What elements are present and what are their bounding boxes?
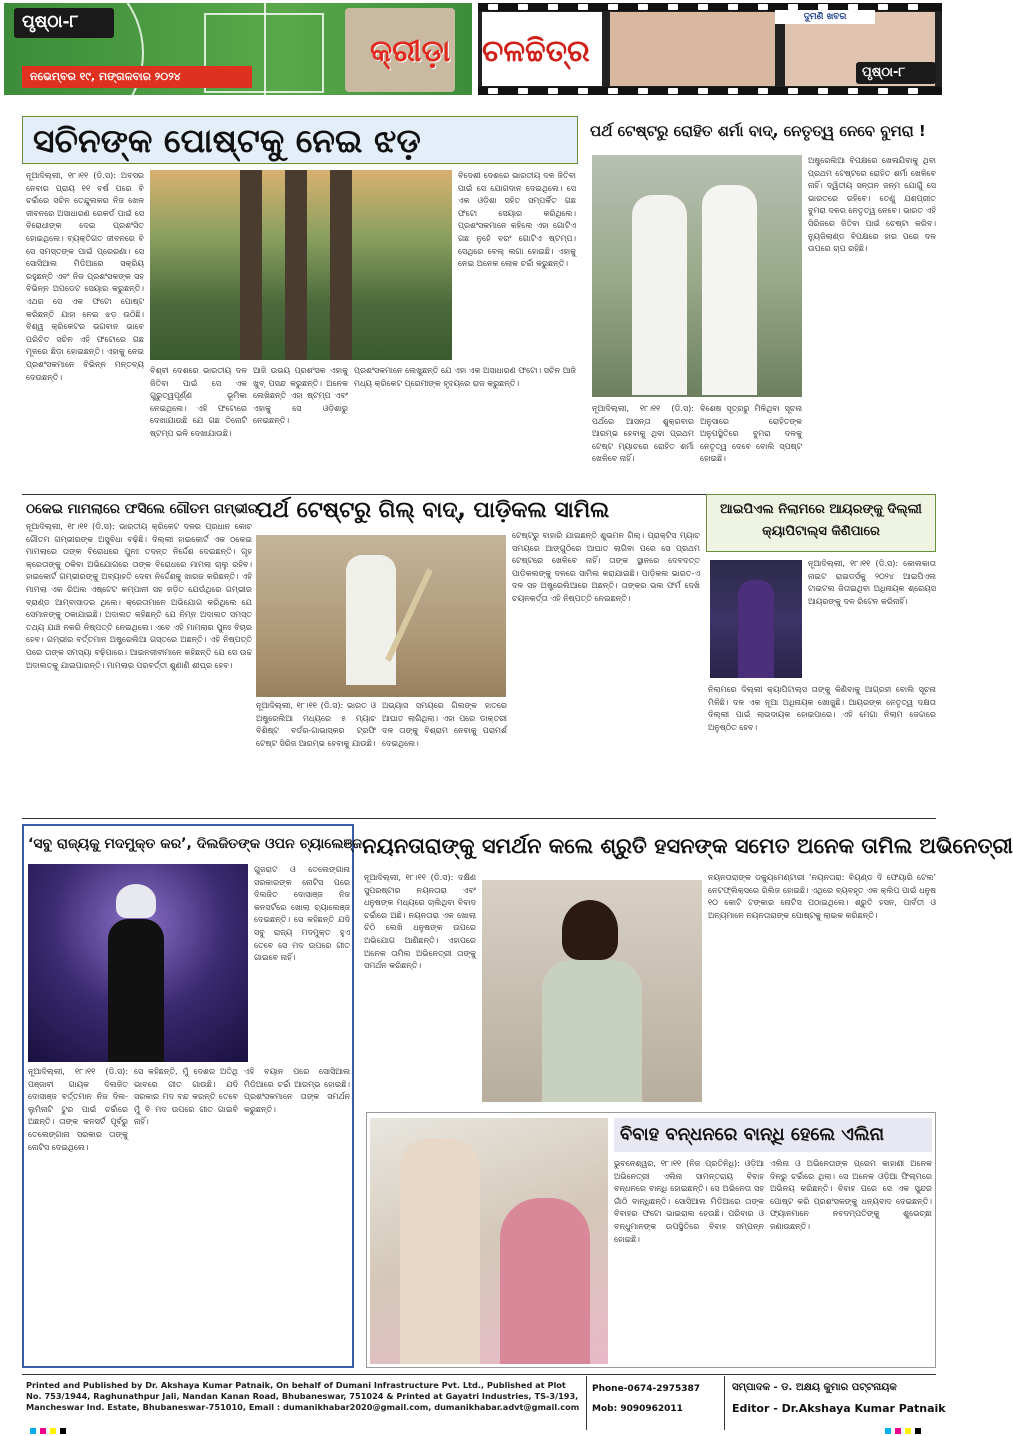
sachin-col-b2: ଆଜି ଉଭୟ ପ୍ରଶଂସକ ଏହାକୁ ଖୁବ୍ ପସନ୍ଦ କରୁଛନ୍ତି। ଅନେକ ଲେଖିଛନ୍ତି ଏହା ଷ୍ଟମ୍ପ ଏବଂ ଏହାକୁ ସେ ଓଡ଼ିଶାରୁ ନେଇଛନ୍ତି।: [253, 366, 348, 426]
elina-col-2: ଏଲିନା ଓ ଅଭିନେତାଙ୍କ ପ୍ରେମ କାହାଣୀ ଅନେକ ଦିନରୁ ଚର୍ଚ୍ଚାରେ ଥିଲା। ସେ ଅନେକ ଓଡ଼ିଆ ଫିଲ୍ମରେ ଅଭିନୟ କରିଛନ୍ତି। ବିବାହ ପରେ ସେ ଏକ ସୁନ୍ଦର ପୋଷ୍ଟ କରି ପ୍ରଶଂସକଙ୍କୁ ଧନ୍ୟବାଦ ଦେଇଛନ୍ତି। ଫ୍ୟାନମାନେ ନବଦମ୍ପତିଙ୍କୁ ଶୁଭେଚ୍ଛା ଜଣାଉଛନ୍ତି।: [770, 1159, 932, 1231]
nayanthara-col-2: ନୟନତାରାଙ୍କ ଡକ୍ୟୁମେଣ୍ଟାରୀ ‘ନୟନତାରା: ବିୟଣ୍ଡ ଦି ଫେୟାରି ଟେଲ’ ନେଟଫ୍ଲିକ୍ସରେ ରିଲିଜ ହୋଇଛି। ଏଥିରେ ବ୍ୟବହୃତ ଏକ କ୍ଲିପ ପାଇଁ ଧନୁଷ ୧୦ କୋଟି ଟଙ୍କାର ନୋଟିସ ପଠାଇଥିଲେ। ଶ୍ରୁତି ହସନ, ପାର୍ବତୀ ଓ ଅନ୍ୟମାନେ ନୟନତାରାଙ୍କ ପୋଷ୍ଟକୁ ଲାଇକ କରିଛନ୍ତି।: [708, 873, 936, 920]
diljit-photo: [28, 864, 248, 1062]
elina-headline: ବିବାହ ବନ୍ଧନରେ ବାନ୍ଧି ହେଲେ ଏଲିନା: [620, 1124, 885, 1145]
mobile-number: Mob: 9090962011: [592, 1404, 683, 1414]
nayanthara-photo: [482, 880, 702, 1102]
issue-date: ନଭେମ୍ବର ୧୯, ମଙ୍ଗଳବାର ୨୦୨୪: [22, 66, 252, 88]
page-number-right: ପୃଷ୍ଠା-୮: [856, 62, 936, 84]
gambhir-headline: ଠକେଇ ମାମଲାରେ ଫସିଲେ ଗୌତମ ଗମ୍ଭୀର: [26, 501, 259, 517]
print-mark: [905, 1428, 911, 1434]
sachin-photo: [150, 170, 452, 360]
rohit-headline: ପର୍ଥ ଟେଷ୍ଟରୁ ରୋହିତ ଶର୍ମା ବାଦ୍, ନେତୃତ୍ୱ ନେବେ ବୁମରା !: [590, 122, 926, 140]
gill-headline: ପର୍ଥ ଟେଷ୍ଟରୁ ଗିଲ୍ ବାଦ୍, ପାଡ଼ିକଲ ସାମିଲ: [256, 498, 610, 523]
gambhir-body: ନୂଆଦିଲ୍ଲୀ, ୧୮।୧୧ (ଡି.ସ): ଭାରତୀୟ କ୍ରିକେଟ ଦଳର ପ୍ରଧାନ କୋଚ ଗୌତମ ଗମ୍ଭୀରଙ୍କ ଅସୁବିଧା ବଢ଼ିଛି। ଦିଲ୍ଲୀ ହାଇକୋର୍ଟ ଏକ ଠକେଇ ମାମଲାରେ ତାଙ୍କ ବିରୋଧରେ ପୁନଃ ତଦନ୍ତ ନିର୍ଦ୍ଦେଶ ଦେଇଛନ୍ତି। ଗୃହ କ୍ରେତାଙ୍କୁ ଠକିବା ଅଭିଯୋଗରେ ତାଙ୍କ ବିରୋଧରେ ମାମଲା ଚାଲୁ ରହିବ। ହାଇକୋର୍ଟ ଗମ୍ଭୀରଙ୍କୁ ଅବ୍ୟାହତି ଦେବା ନିର୍ଦ୍ଦେଶକୁ ଖାରଜ କରିଛନ୍ତି। ଏହି ମାମଲା ଏକ ରିଅଲ ଏଷ୍ଟେଟ କମ୍ପାନୀ ସହ ଜଡ଼ିତ ଯେଉଁଥିରେ ଗମ୍ଭୀର ବ୍ରାଣ୍ଡ ଆମ୍ବାସାଡର ଥିଲେ। କ୍ରେତାମାନେ ଅଭିଯୋଗ କରିଥିଲେ ଯେ ସେମାନଙ୍କୁ ଠକାଯାଇଛି। ଅଦାଲତ କହିଛନ୍ତି ଯେ ନିମ୍ନ ଅଦାଲତ ସମସ୍ତ ତଥ୍ୟ ଯାଞ୍ଚ ନକରି ନିଷ୍ପତ୍ତି ନେଇଥିଲେ। ଏବେ ଏହି ମାମଲାର ପୁନଃ ବିଚାର ହେବ। ଗମ୍ଭୀର ବର୍ତ୍ତମାନ ଅଷ୍ଟ୍ରେଲିଆ ଗସ୍ତରେ ଅଛନ୍ତି। ଏହି ନିଷ୍ପତ୍ତି ପରେ ତାଙ୍କ ସମସ୍ୟା ବଢ଼ିପାରେ। ଆଇନଜୀବୀମାନେ କହିଛନ୍ତି ଯେ ସେ ଉଚ୍ଚ ଅଦାଲତକୁ ଯାଇପାରନ୍ତି। ମାମଲାର ପରବର୍ତ୍ତୀ ଶୁଣାଣି ଶୀଘ୍ର ହେବ।: [26, 522, 252, 670]
sachin-col-1: ନୂଆଦିଲ୍ଲୀ, ୧୮।୧୧ (ଡି.ସ): ଅବସର ନେବାର ପ୍ରାୟ ୧୧ ବର୍ଷ ପରେ ବି ଚର୍ଚ୍ଚାରେ ସଚିନ ତେନ୍ଦୁଲକର ନିଜ ଖେଳ ଜୀବନରେ ଅସାଧାରଣ ରେକର୍ଡ ପାଇଁ ସେ ବିରୋଧୀଙ୍କ ଦେଇ ପ୍ରଶଂସିତ ହୋଇଥିଲେ। ବ୍ୟକ୍ତିଗତ ଜୀବନରେ ବି ସେ ସମସ୍ତଙ୍କ ପାଇଁ ପ୍ରେରଣା। ସେ ସୋସିଆଲ ମିଡିଆରେ ସକ୍ରିୟ ରହୁଛନ୍ତି ଏବଂ ନିଜ ପ୍ରଶଂସକଙ୍କ ସହ ବିଭିନ୍ନ ଅପଡେଟ ସେୟାର କରୁଛନ୍ତି। ଏଥର ସେ ଏକ ଫଟୋ ପୋଷ୍ଟ କରିଛନ୍ତି ଯାହା ନେଇ ଝଡ଼ ଉଠିଛି। ବିଶ୍ୱ କ୍ରିକେଟର ଭଗବାନ ଭାବେ ପରିଚିତ ସଚିନ ଏହି ଫଟୋରେ ଗଛ ମୂଳରେ ଛିଡ଼ା ହୋଇଛନ୍ତି। ଏହାକୁ ନେଇ ପ୍ରଶଂସକମାନେ ବିଭିନ୍ନ ମନ୍ତବ୍ୟ ଦେଉଛନ୍ତି।: [26, 171, 144, 382]
sachin-col-b3: ପ୍ରଶଂସକମାନେ ଲେଖୁଛନ୍ତି ଯେ ଏହା ଏକ ଅସାଧାରଣ ଫଟୋ। ସଚିନ ଆଜି ମଧ୍ୟ କ୍ରିକେଟ ପ୍ରେମୀଙ୍କ ହୃଦୟରେ ରାଜ କରୁଛନ୍ତି।: [354, 366, 576, 388]
editor-odia: ସମ୍ପାଦକ - ଡ. ଅକ୍ଷୟ କୁମାର ପଟ୍ଟନାୟକ: [732, 1382, 897, 1393]
paper-logo: ଦୁମଣି ଖବର: [775, 10, 875, 24]
diljit-headline: ‘ସବୁ ରାଜ୍ୟକୁ ମଦମୁକ୍ତ କର’, ଦିଲଜିତଙ୍କ ଓପନ ଚ୍ୟାଲେଞ୍ଜ: [28, 836, 362, 852]
print-mark: [30, 1428, 36, 1434]
actress-photo-1: [610, 12, 775, 86]
print-mark: [895, 1428, 901, 1434]
section-title-cinema: ଚଳଚ୍ଚିତ୍ର: [482, 34, 590, 69]
diljit-col-b2: ସେ କହିଛନ୍ତି, ମୁଁ ଦେଶର ଅତିଥି ଭାବରେ ଗୀତ ଗାଉଛି। ଯଦି ସରକାର ମଦ ବନ୍ଦ କରନ୍ତି ତେବେ ମୁଁ ବି ମଦ ଉପରେ ଗୀତ ଗାଇବି ନାହିଁ।: [134, 1067, 238, 1127]
nayanthara-headline: ନୟନତାରାଙ୍କୁ ସମର୍ଥନ କଲେ ଶ୍ରୁତି ହସନଙ୍କ ସମେତ ଅନେକ ତାମିଲ ଅଭିନେତ୍ରୀ: [362, 834, 1013, 858]
diljit-col-b1: ନୂଆଦିଲ୍ଲୀ, ୧୮।୧୧ (ଡି.ସ): ପଞ୍ଜାବୀ ଗାୟକ ଦିଲଜିତ ଦୋସାଞ୍ଜ ବର୍ତ୍ତମାନ ନିଜ ଦିଲ-ଲୁମିନାଟି ଟୁର ପାଇଁ ଚର୍ଚ୍ଚାରେ ଅଛନ୍ତି। ତାଙ୍କ କନସର୍ଟ ପୂର୍ବରୁ ତେଲେଙ୍ଗାନା ସରକାର ତାଙ୍କୁ ନୋଟିସ ଦେଇଥିଲେ।: [28, 1067, 128, 1152]
iyer-photo: [710, 560, 802, 678]
iyer-headline: ଆଇପିଏଲ ନିଲାମରେ ଆୟରଙ୍କୁ ଦିଲ୍ଲୀ କ୍ୟାପିଟାଲ୍ସ କିଣିପାରେ: [720, 502, 922, 539]
rohit-col-b1: ନୂଆଦିଲ୍ଲୀ, ୧୮।୧୧ (ଡି.ସ): ପର୍ଥରେ ଆସନ୍ତା ଶୁକ୍ରବାର ଆରମ୍ଭ ହେବାକୁ ଥିବା ପ୍ରଥମ ଟେଷ୍ଟ ମ୍ୟାଚରେ ରୋହିତ ଶର୍ମା ଖେଳିବେ ନାହିଁ।: [592, 404, 694, 464]
sachin-col-b1: ବିଶ୍ବୀ ଦେଶରେ ଭାରତୀୟ ଦଳ ଜିତିବା ପାଇଁ ସେ ଏକ ଗୁରୁତ୍ୱପୂର୍ଣ୍ଣ ଭୂମିକା ନେଇଥିଲେ। ଏହି ଫଟୋରେ ଦେଖାଯାଉଛି ଯେ ଗଛ ତିନୋଟି ଷ୍ଟମ୍ପ ଭଳି ଦେଖାଯାଉଛି।: [150, 366, 247, 438]
gill-col-right: ଟେଷ୍ଟରୁ ବାହାରି ଯାଇଛନ୍ତି ଶୁଭମନ ଗିଲ୍। ପ୍ରାକ୍ଟିସ ମ୍ୟାଚ ସମୟରେ ଆଙ୍ଗୁଠିରେ ଆଘାତ ଲାଗିବା ପରେ ସେ ପ୍ରଥମ ଟେଷ୍ଟରେ ଖେଳିବେ ନାହିଁ। ତାଙ୍କ ସ୍ଥାନରେ ଦେବଦତ୍ତ ପାଡ଼ିକଲଙ୍କୁ ଦଳରେ ସାମିଲ କରାଯାଇଛି। ପାଡ଼ିକଲ ଭାରତ-ଏ ଦଳ ସହ ଅଷ୍ଟ୍ରେଲିଆରେ ଅଛନ୍ତି। ତାଙ୍କର ଭଲ ଫର୍ମ ଦେଖି ଚୟନକର୍ତ୍ତା ଏହି ନିଷ୍ପତ୍ତି ନେଇଛନ୍ତି।: [512, 531, 700, 603]
sachin-headline: ସଚିନଙ୍କ ପୋଷ୍ଟକୁ ନେଇ ଝଡ଼: [33, 121, 421, 160]
sachin-col-3: ବିଦେଶୀ ଦେଶରେ ଭାରତୀୟ ଦଳ ଜିତିବା ପାଇଁ ସେ ଯୋଗଦାନ ଦେଇଥିଲେ। ସେ ଏକ ଓଡ଼ିଶା ସହିତ ସମ୍ପର୍କିତ ଗଛ ଫଟୋ ସେୟାର କରିଥିଲେ। ପ୍ରଶଂସକମାନେ କହିଲେ ଏହା ଗୋଟିଏ ଗଛ ନୁହେଁ ବରଂ ଗୋଟିଏ ଷ୍ଟମ୍ପ। ସେଥିରେ ବେଲ୍ ଲଗା ହୋଇଛି। ଏହାକୁ ନେଇ ଅନେକ ଲୋକ ଚର୍ଚ୍ଚା କରୁଛନ୍ତି।: [458, 171, 576, 269]
print-mark: [40, 1428, 46, 1434]
rohit-col-b2: ବିଶେଷ ସୂତ୍ରରୁ ମିଳିଥିବା ସୂଚନା ଅନୁସାରେ ରୋହିତଙ୍କ ଅନୁପସ୍ଥିତିରେ ବୁମରା ଦଳକୁ ନେତୃତ୍ୱ ଦେବେ ବୋଲି ସ୍ପଷ୍ଟ ହୋଇଛି।: [700, 404, 802, 464]
print-mark: [915, 1428, 921, 1434]
print-mark: [60, 1428, 66, 1434]
gill-photo: [256, 535, 506, 697]
iyer-col-1: ନୂଆଦିଲ୍ଲୀ, ୧୮।୧୧ (ଡି.ସ): କୋଲକାତା ନାଇଟ ରାଇଡର୍ସକୁ ୨୦୨୪ ଆଇପିଏଲ ଟାଇଟଲ ଜିତାଇଥିବା ଅଧିନାୟକ ଶ୍ରେୟସ ଆୟରଙ୍କୁ ଦଳ ରିଟେନ କରିନାହିଁ।: [808, 559, 936, 606]
print-mark: [885, 1428, 891, 1434]
rohit-col-right: ଅଷ୍ଟ୍ରେଲିଆ ବିପକ୍ଷରେ ଖେଳାଯିବାକୁ ଥିବା ପ୍ରଥମ ଟେଷ୍ଟରେ ରୋହିତ ଶର୍ମା ଖେଳିବେ ନାହିଁ। ଦ୍ୱିତୀୟ ସନ୍ତାନ ଜନ୍ମ ଯୋଗୁଁ ସେ ଭାରତରେ ରହିବେ। ତେଣୁ ଯଶପ୍ରୀତ ବୁମରା ଦଳର ନେତୃତ୍ୱ ନେବେ। ଭାରତ ଏହି ସିରିଜରେ ଜିତିବା ପାଇଁ ଚେଷ୍ଟା କରିବ। ନ୍ୟୁଜିଲାଣ୍ଡ ବିପକ୍ଷରେ ହାର ପରେ ଦଳ ଉପରେ ଚାପ ରହିଛି।: [808, 156, 936, 254]
section-title-sports: କ୍ରୀଡ଼ା: [370, 34, 451, 69]
iyer-col-2: ନିଲାମରେ ଦିଲ୍ଲୀ କ୍ୟାପିଟାଲ୍ସ ତାଙ୍କୁ କିଣିବାକୁ ଆଗ୍ରହୀ ବୋଲି ସୂଚନା ମିଳିଛି। ଦଳ ଏକ ନୂଆ ଅଧିନାୟକ ଖୋଜୁଛି। ଆୟରଙ୍କ ନେତୃତ୍ୱ ଦକ୍ଷତା ଦିଲ୍ଲୀ ପାଇଁ ଲାଭଦାୟକ ହୋଇପାରେ। ଏହି ମେଗା ନିଲାମ ଜେଦ୍ଦାରେ ଅନୁଷ୍ଠିତ ହେବ।: [708, 685, 936, 732]
imprint: Printed and Published by Dr. Akshaya Kumar Patnaik, On behalf of Dumani Infrastructure Pvt. Ltd., Published at Plot No. 753/1944, Raghunathpur Jali, Nandan Kanan Road, Bhubaneswar, 751024 & Printed at Gayatri Industries, TS-3/193, Mancheswar Ind. Estate, Bhubaneswar-751010, Email : dumanikhabar2020@gmail.com, dumanikhabar.advt@gmail.com: [26, 1380, 580, 1412]
iyer-headline-box: [706, 494, 936, 552]
phone-number: Phone-0674-2975387: [592, 1384, 701, 1394]
gill-col-b2: ଅଭ୍ୟାସ ସମୟରେ ଗିଲଙ୍କ ହାତରେ ଆଘାତ ଲାଗିଥିଲା। ଏହା ପରେ ଡାକ୍ତରୀ ଦଳ ତାଙ୍କୁ ବିଶ୍ରାମ ନେବାକୁ ପରାମର୍ଶ ଦେଇଥିଲେ।: [382, 701, 507, 748]
elina-col-1: ଭୁବନେଶ୍ୱର, ୧୮।୧୧ (ନିଜ ପ୍ରତିନିଧି): ଓଡ଼ିଆ ଅଭିନେତ୍ରୀ ଏଲିନା ସାମନ୍ତରାୟ ବିବାହ ବନ୍ଧନରେ ବାନ୍ଧି ହୋଇଛନ୍ତି। ସେ ଅଭିନେତା ସହ ଗାଁଠି ବାନ୍ଧିଛନ୍ତି। ସୋସିଆଲ ମିଡିଆରେ ତାଙ୍କ ବିବାହର ଫଟୋ ଭାଇରାଲ ହେଉଛି। ପରିବାର ଓ ବନ୍ଧୁମାନଙ୍କ ଉପସ୍ଥିତିରେ ବିବାହ ସମ୍ପନ୍ନ ହୋଇଛି।: [614, 1159, 764, 1244]
sachin-headline-box: [22, 116, 578, 164]
editor-english: Editor - Dr.Akshaya Kumar Patnaik: [732, 1402, 946, 1415]
diljit-col-b3: ଏହି ବୟାନ ପରେ ସୋସିଆଲ ମିଡିଆରେ ଚର୍ଚ୍ଚା ଆରମ୍ଭ ହୋଇଛି। ପ୍ରଶଂସକମାନେ ତାଙ୍କ ସମର୍ଥନ କରୁଛନ୍ତି।: [244, 1067, 350, 1114]
gill-col-b1: ନୂଆଦିଲ୍ଲୀ, ୧୮।୧୧ (ଡି.ସ): ଭାରତ ଓ ଅଷ୍ଟ୍ରେଲିଆ ମଧ୍ୟରେ ୫ ମ୍ୟାଚ ବିଶିଷ୍ଟ ବର୍ଡର-ଗାଭାସ୍କର ଟ୍ରଫି ଟେଷ୍ଟ ସିରିଜ ଆରମ୍ଭ ହେବାକୁ ଯାଉଛି।: [256, 701, 376, 748]
rohit-bumrah-photo: [592, 155, 802, 397]
nayanthara-col-1: ନୂଆଦିଲ୍ଲୀ, ୧୮।୧୧ (ଡି.ସ): ଦକ୍ଷିଣ ସୁପରଷ୍ଟାର ନୟନତାରା ଏବଂ ଧନୁଷଙ୍କ ମଧ୍ୟରେ ଚାଲିଥିବା ବିବାଦ ଚର୍ଚ୍ଚାରେ ଅଛି। ନୟନତାରା ଏକ ଖୋଲା ଚିଠି ଲେଖି ଧନୁଷଙ୍କ ଉପରେ ଅଭିଯୋଗ ଆଣିଛନ୍ତି। ଏହାପରେ ଅନେକ ତାମିଲ ଅଭିନେତ୍ରୀ ତାଙ୍କୁ ସମର୍ଥନ କରିଛନ୍ତି।: [364, 873, 476, 971]
divider: [22, 818, 936, 819]
page-number-left: ପୃଷ୍ଠା-୮: [14, 8, 114, 38]
diljit-col-right: ଗୁଜରାଟ ଓ ତେଲେଙ୍ଗାନା ସରକାରଙ୍କ ନୋଟିସ ପରେ ଦିଲଜିତ ଦୋସାଞ୍ଜ ନିଜ କନସର୍ଟରେ ଖୋଲା ଚ୍ୟାଲେଞ୍ଜ ଦେଇଛନ୍ତି। ସେ କହିଛନ୍ତି ଯଦି ସବୁ ରାଜ୍ୟ ମଦମୁକ୍ତ ହୁଏ ତେବେ ସେ ମଦ ଉପରେ ଗୀତ ଗାଇବେ ନାହିଁ।: [254, 865, 350, 963]
elina-wedding-photo: [370, 1118, 608, 1364]
print-mark: [50, 1428, 56, 1434]
